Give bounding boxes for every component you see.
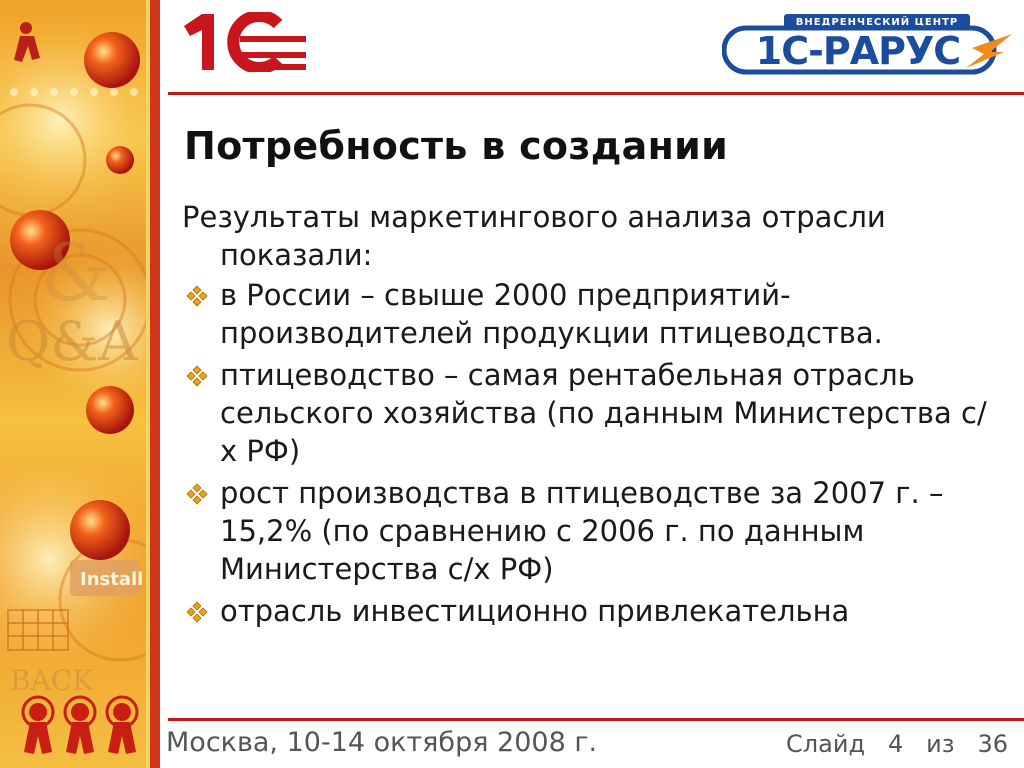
bullet-item <box>182 276 1002 352</box>
slide-title: Потребность в создании <box>184 124 729 168</box>
bullet-item <box>182 356 1002 470</box>
bullet-text: отрасль инвестиционно привлекательна <box>220 594 850 628</box>
slide-counter <box>786 730 1008 758</box>
bullet-list <box>182 276 1002 630</box>
bullet-item <box>182 592 1002 630</box>
svg-text:&: & <box>40 226 112 319</box>
svg-text:1С-РАРУС: 1С-РАРУС <box>755 29 961 73</box>
logo-1c-rarus <box>722 12 1014 76</box>
footer-location-date: Москва, 10-14 октября 2008 г. <box>166 727 598 758</box>
slide-counter-of: из <box>926 730 955 758</box>
slide-content <box>182 198 1002 634</box>
logo-1c <box>180 12 310 72</box>
header-divider <box>168 92 1024 95</box>
slide-counter-total: 36 <box>977 730 1008 758</box>
bullet-text: птицеводство – самая рентабельная отрасль сельского хозяйства (по данным Министерства с/х РФ) <box>220 358 987 468</box>
slide-counter-current: 4 <box>887 730 904 758</box>
slide-counter-label: Слайд <box>786 730 866 758</box>
svg-text:Q&A: Q&A <box>6 310 138 373</box>
bullet-text: в России – свыше 2000 предприятий-производителей продукции птицеводства. <box>220 278 883 350</box>
diamond-quad-icon <box>186 483 208 505</box>
svg-text:BACK: BACK <box>10 664 94 697</box>
svg-text:ВНЕДРЕНЧЕСКИЙ ЦЕНТР: ВНЕДРЕНЧЕСКИЙ ЦЕНТР <box>795 17 959 28</box>
svg-text:Install: Install <box>80 569 144 590</box>
footer-divider <box>168 718 1024 721</box>
diamond-quad-icon <box>186 285 208 307</box>
bullet-text: рост производства в птицеводстве за 2007 г. – 15,2% (по сравнению с 2006 г. по данным Министерства с/х РФ) <box>220 476 944 586</box>
diamond-quad-icon <box>186 601 208 623</box>
bullet-item <box>182 474 1002 588</box>
diamond-quad-icon <box>186 365 208 387</box>
intro-text: Результаты маркетингового анализа отрасли показали: <box>182 200 886 272</box>
decorative-collage <box>0 0 160 768</box>
